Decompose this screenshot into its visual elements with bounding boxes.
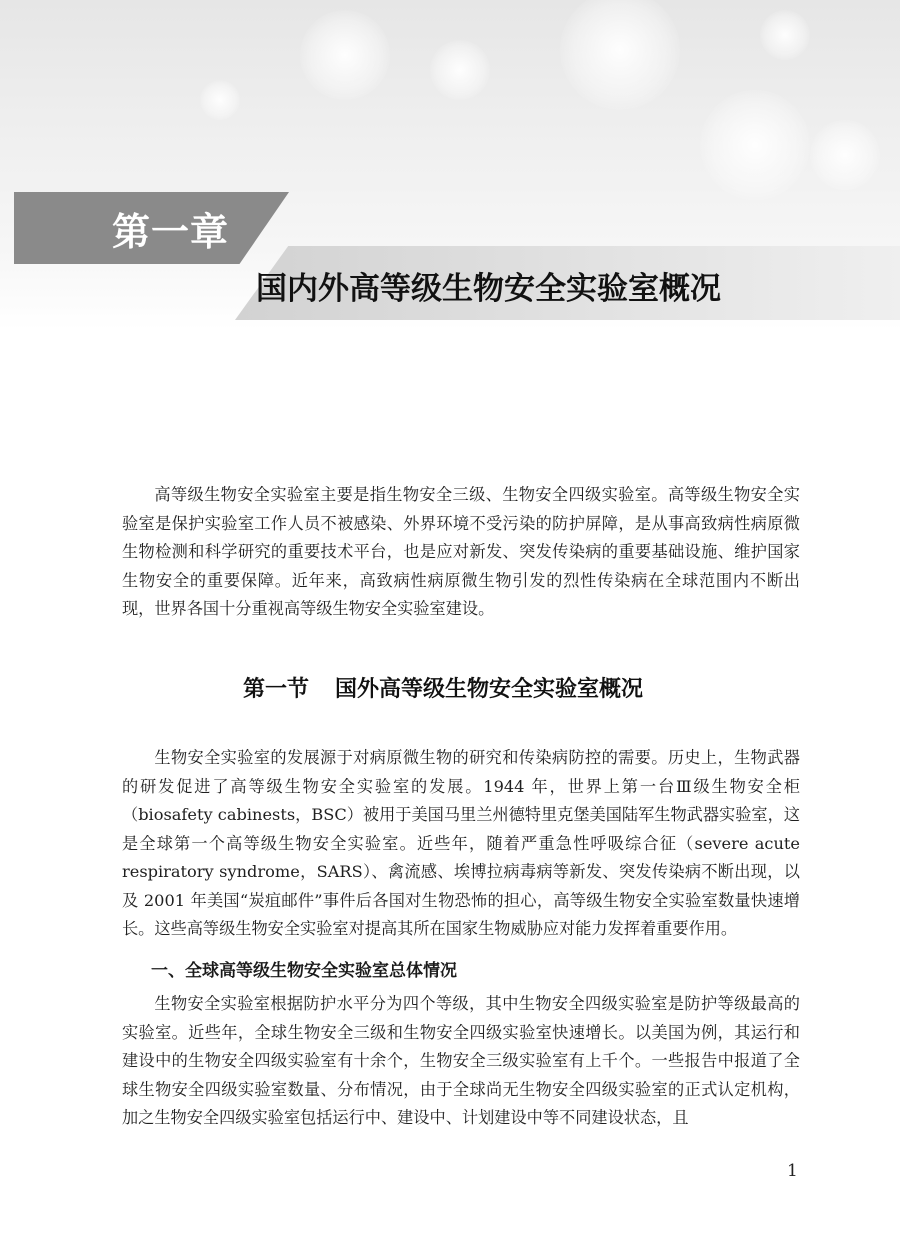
subsection-paragraph: 生物安全实验室根据防护水平分为四个等级，其中生物安全四级实验室是防护等级最高的实验室。近些年，全球生物安全三级和生物安全四级实验室快速增长。以美国为例，其运行和建设中的生物安全四级实验室有十余个，生物安全三级实验室有上千个。一些报告中报道了全球生物安全四级实验室数量、分布情况，由于全球尚无生物安全四级实验室的正式认定机构，加之生物安全四级实验室包括运行中、建设中、计划建设中等不同建设状态，且 — [122, 994, 800, 1127]
chapter-title: 国内外高等级生物安全实验室概况 — [256, 271, 721, 307]
section-heading — [243, 672, 643, 703]
intro-paragraph: 高等级生物安全实验室主要是指生物安全三级、生物安全四级实验室。高等级生物安全实验室是保护实验室工作人员不被感染、外界环境不受污染的防护屏障，是从事高致病性病原微生物检测和科学研究的重要技术平台，也是应对新发、突发传染病的重要基础设施、维护国家生物安全的重要保障。近年来，高致病性病原微生物引发的烈性传染病在全球范围内不断出现，世界各国十分重视高等级生物安全实验室建设。 — [122, 485, 800, 618]
chapter-label: 第一章 — [112, 210, 230, 254]
subsection-heading: 一、全球高等级生物安全实验室总体情况 — [151, 961, 457, 981]
bokeh-light — [760, 10, 810, 60]
bokeh-light — [810, 120, 880, 190]
bokeh-light — [200, 80, 240, 120]
bokeh-light — [300, 10, 390, 100]
section-title: 国外高等级生物安全实验室概况 — [335, 676, 644, 702]
bokeh-light — [700, 90, 810, 200]
section-paragraph: 生物安全实验室的发展源于对病原微生物的研究和传染病防控的需要。历史上，生物武器的研发促进了高等级生物安全实验室的发展。1944 年，世界上第一台Ⅲ级生物安全柜（biosafety cabinests，BSC）被用于美国马里兰州德特里克堡美国陆军生物武器实验室，这是全球第一个高等级生物安全实验室。近些年，随着严重急性呼吸综合征（severe acute respiratory syndrome，SARS）、禽流感、埃博拉病毒病等新发、突发传染病不断出现，以及 2001 年美国“炭疽邮件”事件后各国对生物恐怖的担心，高等级生物安全实验室数量快速增长。这些高等级生物安全实验室对提高其所在国家生物威胁应对能力发挥着重要作用。 — [122, 748, 800, 938]
page-number: 1 — [787, 1161, 798, 1181]
bokeh-light — [560, 0, 680, 110]
bokeh-light — [430, 40, 490, 100]
section-number: 第一节 — [243, 676, 310, 702]
